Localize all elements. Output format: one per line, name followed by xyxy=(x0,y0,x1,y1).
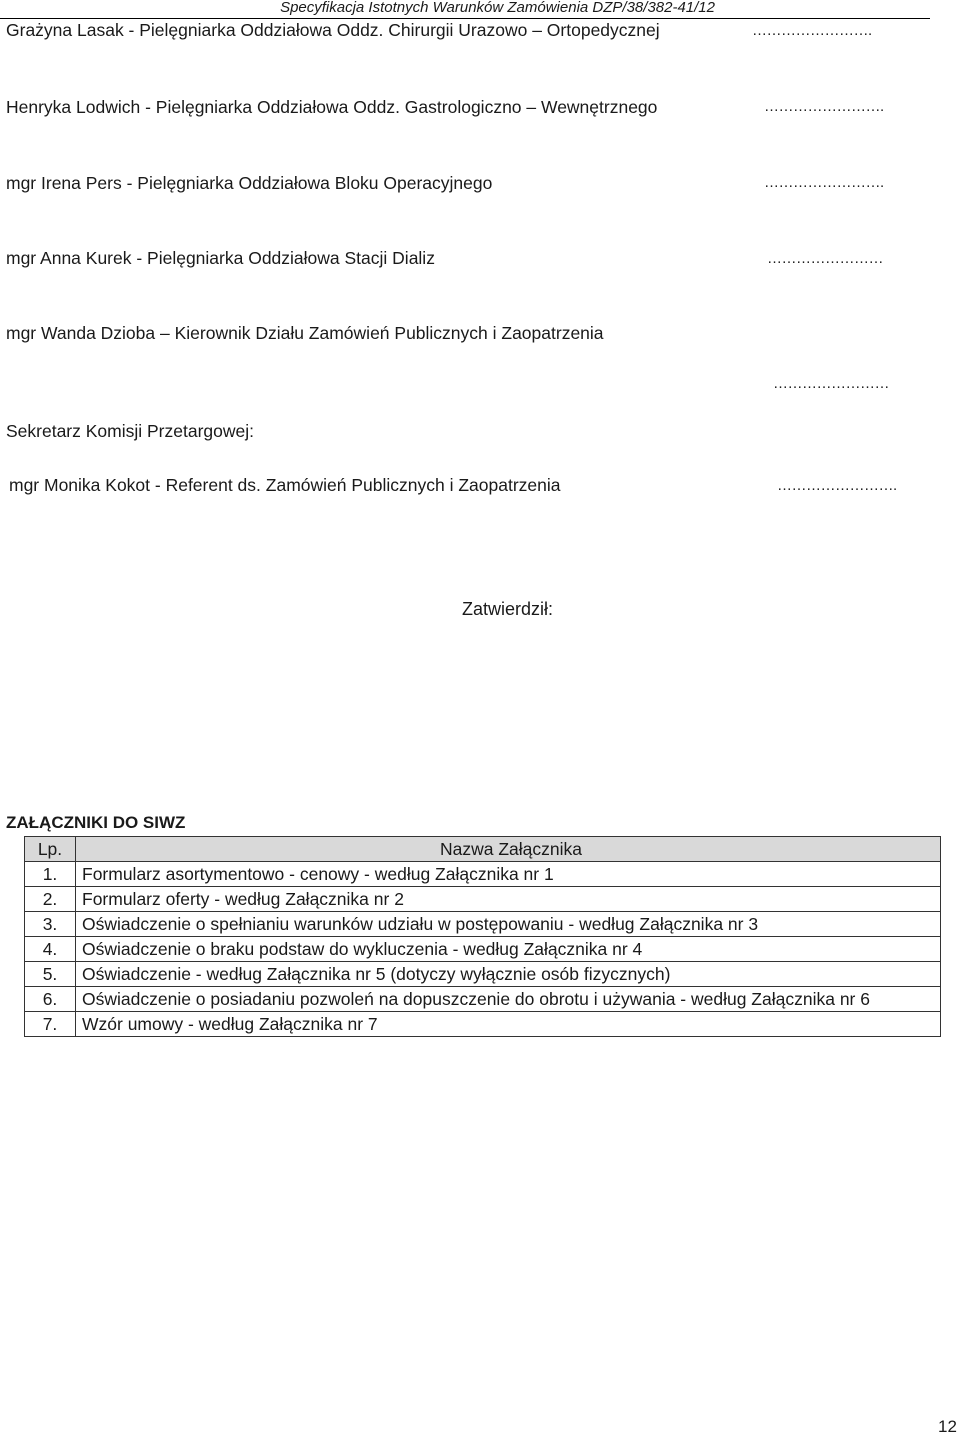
approved-label: Zatwierdził: xyxy=(462,599,554,619)
header-title: Specyfikacja Istotnych Warunków Zamówienia DZP/38/382-41/12 xyxy=(280,0,715,16)
signatory-2-dots: ……………………. xyxy=(764,98,884,115)
table-row xyxy=(25,887,941,912)
row-lp: 5. xyxy=(25,962,76,987)
row-lp: 4. xyxy=(25,937,76,962)
page-header xyxy=(0,0,930,19)
row-name: Oświadczenie o posiadaniu pozwoleń na dopuszczenie do obrotu i używania - według Załącznika nr 6 xyxy=(76,987,941,1012)
table-row xyxy=(25,962,941,987)
table-row xyxy=(25,862,941,887)
header-name: Nazwa Załącznika xyxy=(76,837,941,862)
table-header-row xyxy=(25,837,941,862)
row-name: Oświadczenie o spełnianiu warunków udziału w postępowaniu - według Załącznika nr 3 xyxy=(76,912,941,937)
page-number: 12 xyxy=(938,1417,957,1436)
secretary-dots: ……………………. xyxy=(777,477,897,494)
row-name: Formularz oferty - według Załącznika nr 2 xyxy=(76,887,941,912)
secretary-text: mgr Monika Kokot - Referent ds. Zamówień Publicznych i Zaopatrzenia xyxy=(9,475,561,495)
row-lp: 2. xyxy=(25,887,76,912)
signatory-5-dots: …………………… xyxy=(773,375,889,392)
row-name: Wzór umowy - według Załącznika nr 7 xyxy=(76,1012,941,1037)
row-lp: 7. xyxy=(25,1012,76,1037)
row-name: Oświadczenie o braku podstaw do wykluczenia - według Załącznika nr 4 xyxy=(76,937,941,962)
signatory-3-text: mgr Irena Pers - Pielęgniarka Oddziałowa Bloku Operacyjnego xyxy=(6,173,493,193)
header-lp: Lp. xyxy=(25,837,76,862)
table-row xyxy=(25,937,941,962)
secretary-label: Sekretarz Komisji Przetargowej: xyxy=(6,421,254,441)
table-row xyxy=(25,987,941,1012)
signatory-4-dots: …………………… xyxy=(767,250,883,267)
table-row xyxy=(25,1012,941,1037)
attachments-title: ZAŁĄCZNIKI DO SIWZ xyxy=(6,813,186,832)
row-lp: 1. xyxy=(25,862,76,887)
row-lp: 3. xyxy=(25,912,76,937)
row-name: Oświadczenie - według Załącznika nr 5 (dotyczy wyłącznie osób fizycznych) xyxy=(76,962,941,987)
signatory-2-text: Henryka Lodwich - Pielęgniarka Oddziałowa Oddz. Gastrologiczno – Wewnętrznego xyxy=(6,97,658,117)
table-row xyxy=(25,912,941,937)
signatory-1-text: Grażyna Lasak - Pielęgniarka Oddziałowa Oddz. Chirurgii Urazowo – Ortopedycznej xyxy=(6,20,660,40)
signatory-4-text: mgr Anna Kurek - Pielęgniarka Oddziałowa Stacji Dializ xyxy=(6,248,435,268)
row-lp: 6. xyxy=(25,987,76,1012)
signatory-1-dots: ……………………. xyxy=(752,22,872,39)
signatory-3-dots: ……………………. xyxy=(764,174,884,191)
row-name: Formularz asortymentowo - cenowy - według Załącznika nr 1 xyxy=(76,862,941,887)
signatory-5-text: mgr Wanda Dzioba – Kierownik Działu Zamówień Publicznych i Zaopatrzenia xyxy=(6,323,604,343)
attachments-table xyxy=(24,836,941,1037)
